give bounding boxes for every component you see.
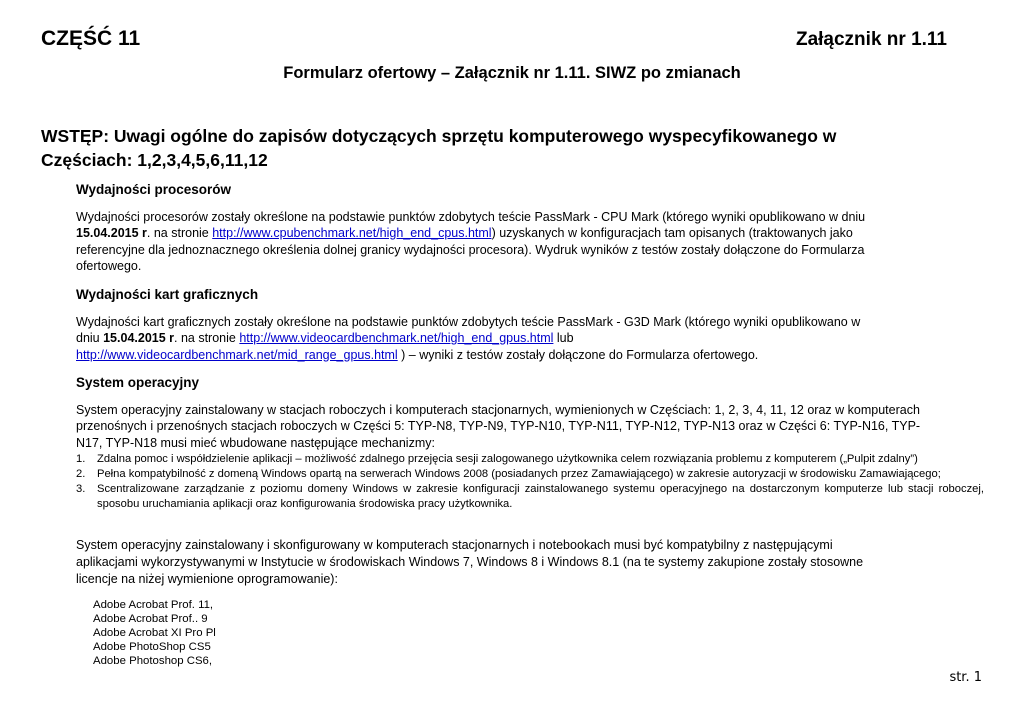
list-number: 1.: [76, 453, 86, 465]
list-item: [76, 482, 984, 512]
cpu-line-4: ofertowego.: [76, 259, 142, 273]
list-text: Zdalna pomoc i współdzielenie aplikacji – możliwość zdalnego przejęcia sesji zalogowanego użytkownika celem rozwiązania problemu z komputerem („Pulpit zdalny”): [97, 453, 918, 465]
software-item: Adobe Acrobat XI Pro Pl: [93, 627, 216, 639]
form-title: Formularz ofertowy – Załącznik nr 1.11. SIWZ po zmianach: [283, 64, 741, 82]
page-number: str. 1: [949, 670, 982, 685]
compat-line-2: aplikacjami wykorzystywanymi w Instytucie w środowiskach Windows 7, Windows 8 i Windows 8.1 (na te systemy zakupione zostały stosowne: [76, 555, 864, 569]
list-item: [76, 452, 984, 467]
os-compat-paragraph: [76, 537, 986, 588]
list-text: Pełna kompatybilność z domeną Windows opartą na serwerach Windows 2008 (posiadanych przez Zamawiającego) w zakresie autoryzacji w środowisku Zamawiającego;: [97, 468, 941, 480]
software-item: Adobe Acrobat Prof.. 9: [93, 613, 208, 625]
os-mechanisms-list: [76, 452, 984, 512]
cpu-text-2: . na stronie: [146, 226, 213, 240]
cpu-line-3: referencyjne dla jednoznacznego określenia dolnej granicy wydajności procesora). Wydruk wyników z testów zostały dołączone do Formularza: [76, 242, 865, 257]
compat-line-3: licencje na niżej wymienione oprogramowanie):: [76, 572, 338, 586]
os-section: [76, 375, 986, 451]
gpu-text-2b: . na stronie: [174, 331, 240, 345]
list-number: 3.: [76, 483, 86, 495]
software-item: Adobe PhotoShop CS5: [93, 641, 211, 653]
list-item: [76, 467, 984, 482]
intro-line-1: WSTĘP: Uwagi ogólne do zapisów dotyczących sprzętu komputerowego wyspecyfikowanego w: [41, 126, 837, 146]
gpu-line-3: [76, 347, 986, 364]
gpu-heading: Wydajności kart graficznych: [76, 287, 259, 302]
cpu-date: 15.04.2015 r: [76, 226, 147, 240]
gpu-text-2c: lub: [553, 331, 574, 345]
software-list: [93, 598, 216, 668]
software-item: Adobe Photoshop CS6,: [93, 655, 213, 667]
cpu-benchmark-link[interactable]: http://www.cpubenchmark.net/high_end_cpus.html: [212, 226, 492, 240]
compat-line-1: System operacyjny zainstalowany i skonfigurowany w komputerach stacjonarnych i notebookach musi być kompatybilny z następującymi: [76, 538, 833, 552]
intro-line-2: Częściach: 1,2,3,4,5,6,11,12: [41, 150, 268, 170]
gpu-line-1: Wydajności kart graficznych zostały określone na podstawie punktów zdobytych teście PassMark - G3D Mark (którego wyniki opublikowano w: [76, 314, 861, 329]
annex-title: Załącznik nr 1.11: [795, 29, 947, 50]
os-line-2: przenośnych i przenośnych stacjach roboczych w Części 5: TYP-N8, TYP-N9, TYP-N10, TYP-N11, TYP-N12, TYP-N13 oraz w Części 6: TYP-N16, TYP-: [76, 419, 921, 433]
gpu-section: [76, 287, 986, 363]
gpu-line-2: [76, 330, 986, 347]
os-heading: System operacyjny: [76, 375, 200, 390]
cpu-line-1: Wydajności procesorów zostały określone na podstawie punktów zdobytych teście PassMark - CPU Mark (którego wyniki opublikowano w dniu: [76, 209, 866, 224]
gpu-text-2a: dniu: [76, 331, 104, 345]
os-line-1: System operacyjny zainstalowany w stacjach roboczych i komputerach stacjonarnych, wymienionych w Częściach: 1, 2, 3, 4, 11, 12 oraz w komputerach: [76, 402, 920, 417]
intro-heading: [41, 124, 941, 172]
os-line-3: N17, TYP-N18 musi mieć wbudowane następujące mechanizmy:: [76, 435, 435, 450]
gpu-high-end-link[interactable]: http://www.videocardbenchmark.net/high_end_gpus.html: [239, 331, 554, 345]
list-number: 2.: [76, 468, 86, 480]
gpu-text-3: ) – wyniki z testów zostały dołączone do Formularza ofertowego.: [397, 347, 759, 362]
gpu-mid-range-link[interactable]: http://www.videocardbenchmark.net/mid_range_gpus.html: [76, 347, 398, 362]
cpu-heading: Wydajności procesorów: [76, 182, 232, 197]
list-text: Scentralizowane zarządzanie z poziomu domeny Windows w zakresie konfiguracji zainstalowanego systemu operacyjnego na dostarczonym komputerze lub stacji roboczej, sposobu uruchamiania aplikacji oraz konfigurowania środowiska pracy użytkownika.: [97, 483, 984, 510]
software-item: Adobe Acrobat Prof. 11,: [93, 599, 214, 611]
cpu-text-3: ) uzyskanych w konfiguracjach tam opisanych (traktowanych jako: [491, 226, 853, 240]
gpu-date: 15.04.2015 r: [103, 331, 175, 345]
cpu-line-2: [76, 225, 986, 242]
part-title: CZĘŚĆ 11: [41, 27, 141, 50]
cpu-section: [76, 182, 986, 275]
